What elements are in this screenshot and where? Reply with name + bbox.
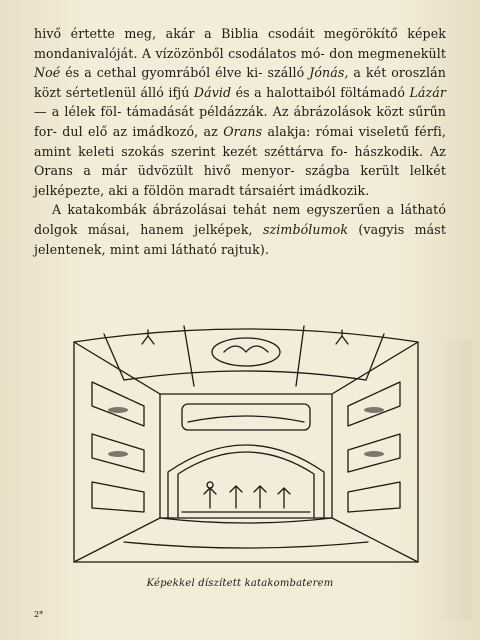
- ceiling-rib: [104, 334, 124, 380]
- text-line: a látható dolgok másai, hanem jelképek,: [34, 202, 446, 237]
- arch-figure: [204, 482, 216, 508]
- name-noe: Noé: [34, 65, 61, 81]
- arch-figure: [230, 486, 242, 508]
- ceiling-figure: [142, 330, 154, 344]
- niche-shading: [108, 407, 128, 413]
- body-text: [34, 24, 446, 259]
- catacomb-illustration: [64, 322, 428, 570]
- text-line: hászkodik. Az Orans a már üdvözült hivő menyor-: [34, 143, 447, 179]
- text-line: A katakombák ábrázolásai tehát nem egyszerűen: [52, 202, 381, 218]
- signature-mark: 2*: [34, 610, 44, 619]
- name-david: Dávid: [193, 84, 232, 100]
- text-line: támadását példázzák. Az ábrázolások közt sűrűn for-: [34, 104, 446, 139]
- arch-figure: [254, 486, 266, 508]
- niche-shadow: [188, 416, 304, 422]
- text-line: a két oroszlán közt sértetlenül álló ifjú: [34, 65, 446, 100]
- floor-line: [124, 542, 368, 548]
- side-niche-left: [92, 382, 144, 426]
- paragraph-2: [34, 200, 446, 259]
- perspective-line: [332, 518, 418, 562]
- figure-caption: Képekkel díszített katakombaterem: [146, 578, 334, 589]
- term-szimbolumok: szimbólumok: [262, 221, 349, 237]
- arcosolium-arch: [168, 445, 324, 518]
- name-lazar: Lázár: [409, 84, 446, 100]
- page-shadow: [432, 340, 472, 620]
- ceiling-rib: [366, 334, 384, 380]
- perspective-line: [74, 518, 160, 562]
- arcosolium-inner: [178, 452, 314, 518]
- niche-shading: [364, 407, 384, 413]
- side-niche-right: [348, 382, 400, 426]
- text-line: férfi, amint keleti szokás szerint kezét széttárva fo-: [34, 123, 446, 159]
- paragraph-1: [34, 24, 446, 200]
- text-line: társaiért imádkozik.: [239, 182, 370, 198]
- text-line: — a lélek föl-: [34, 104, 122, 120]
- ceiling-rib: [184, 326, 194, 386]
- text-line: képek mondanivalóját. A vízözönből csodálatos mó-: [34, 26, 446, 61]
- arch-figure: [278, 488, 290, 508]
- text-line: szágba került lelkét jelképezte, aki a földön maradt: [34, 163, 446, 198]
- medallion-figure: [224, 346, 268, 352]
- term-orans: Orans: [223, 123, 263, 139]
- text-line: hivő értette meg, akár a Biblia csodáit megörökítő: [34, 26, 398, 41]
- name-jonas: Jónás,: [309, 65, 349, 81]
- ceiling-rib: [296, 326, 304, 386]
- wall-niche: [182, 404, 310, 430]
- floor-line: [160, 518, 332, 523]
- text-line: (vagyis mást jelentenek, mint ami látható rajtuk).: [34, 221, 446, 257]
- perspective-line: [74, 342, 160, 394]
- niche-shading: [364, 451, 384, 457]
- text-line: és a halottaiból föltámadó: [235, 84, 406, 100]
- text-line: szálló: [267, 65, 305, 81]
- niche-shading: [108, 451, 128, 457]
- text-line: dul elő az imádkozó, az: [62, 123, 218, 139]
- text-line: don megmenekült: [329, 45, 446, 61]
- text-line: és a cethal gyomrából élve ki-: [65, 65, 263, 81]
- back-wall: [160, 394, 332, 518]
- side-niche-left: [92, 482, 144, 512]
- side-niche-right: [348, 482, 400, 512]
- perspective-line: [332, 342, 418, 394]
- text-line: alakja: római viseletű: [267, 123, 410, 139]
- ceiling-arch: [124, 371, 366, 380]
